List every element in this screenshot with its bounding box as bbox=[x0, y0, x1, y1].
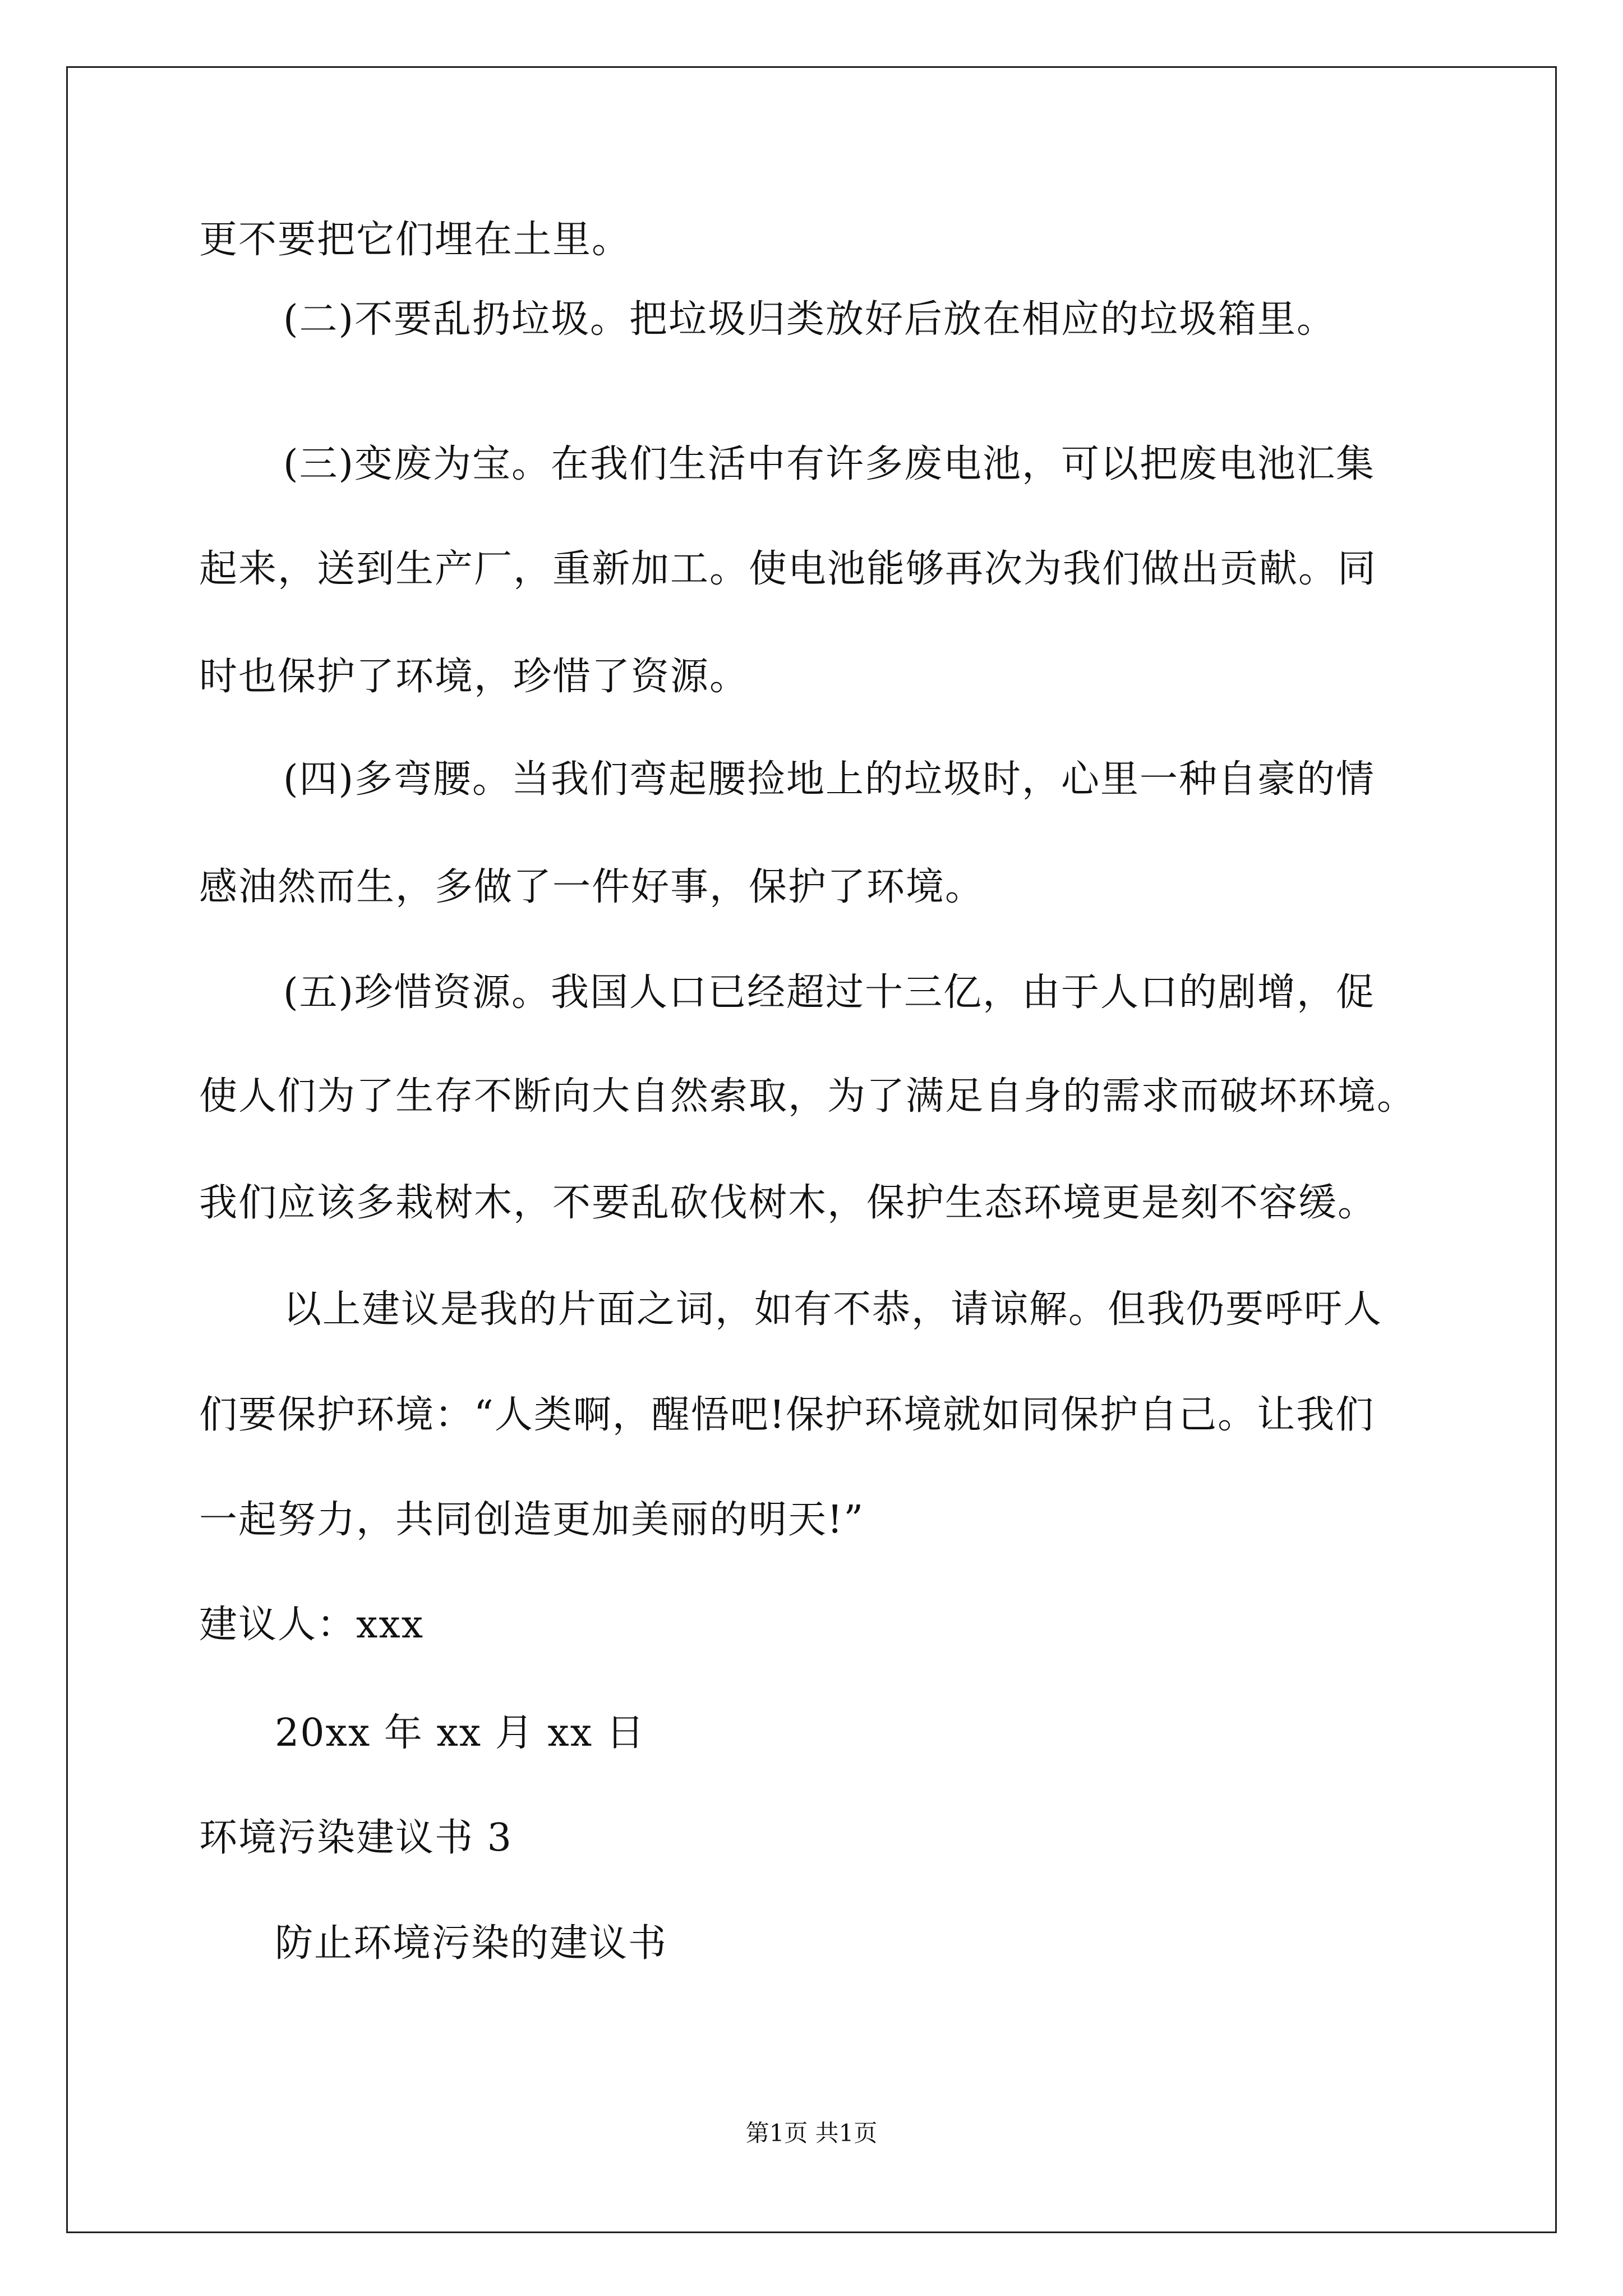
text-line: (二)不要乱扔垃圾。把垃圾归类放好后放在相应的垃圾箱里。 bbox=[283, 297, 1336, 342]
signer-line: 建议人：xxx bbox=[199, 1603, 425, 1647]
text-line: 们要保护环境：“人类啊，醒悟吧!保护环境就如同保护自己。让我们 bbox=[199, 1393, 1375, 1437]
document-title: 防止环境污染的建议书 bbox=[275, 1921, 668, 1966]
text-line: (四)多弯腰。当我们弯起腰捡地上的垃圾时，心里一种自豪的情 bbox=[283, 757, 1376, 802]
text-line: 更不要把它们埋在土里。 bbox=[199, 218, 631, 262]
section-heading: 环境污染建议书 3 bbox=[199, 1816, 513, 1860]
date-line: 20xx 年 xx 月 xx 日 bbox=[275, 1711, 645, 1755]
text-line: 使人们为了生存不断向大自然索取，为了满足自身的需求而破坏环境。 bbox=[199, 1074, 1417, 1119]
text-line: 一起努力，共同创造更加美丽的明天!” bbox=[199, 1498, 865, 1542]
text-line: 感油然而生，多做了一件好事，保护了环境。 bbox=[199, 865, 985, 909]
text-line: 起来，送到生产厂，重新加工。使电池能够再次为我们做出贡献。同 bbox=[199, 547, 1377, 591]
text-line: (三)变废为宝。在我们生活中有许多废电池，可以把废电池汇集 bbox=[283, 442, 1376, 486]
page-border bbox=[66, 66, 1557, 2233]
page-footer: 第1页 共1页 bbox=[745, 2119, 878, 2147]
text-line: 时也保护了环境，珍惜了资源。 bbox=[199, 655, 749, 699]
text-line: 以上建议是我的片面之词，如有不恭，请谅解。但我仍要呼吁人 bbox=[283, 1287, 1383, 1332]
text-line: 我们应该多栽树木，不要乱砍伐树木，保护生态环境更是刻不容缓。 bbox=[199, 1181, 1377, 1225]
text-line: (五)珍惜资源。我国人口已经超过十三亿，由于人口的剧增，促 bbox=[283, 970, 1376, 1015]
